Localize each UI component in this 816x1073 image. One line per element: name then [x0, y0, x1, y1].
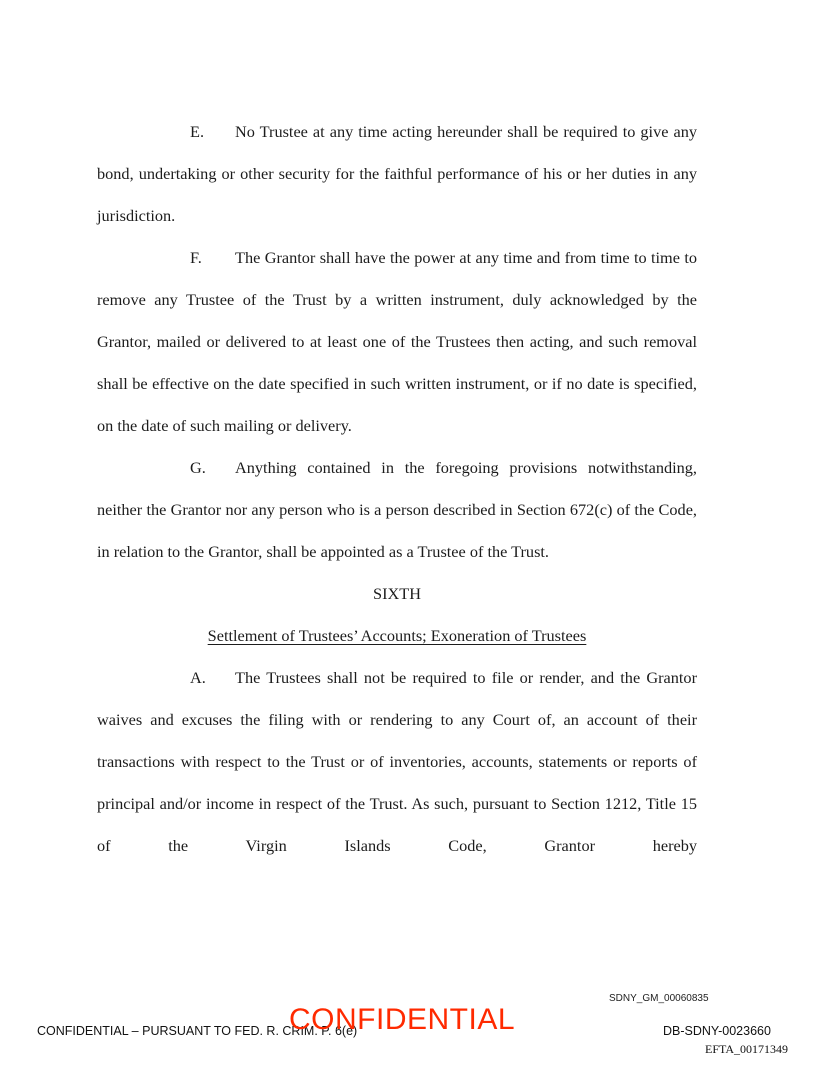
paragraph-e-text: No Trustee at any time acting hereunder shall be required to give any bond, undertaking or other security for the faithful performance of his or her duties in any jurisdiction.	[97, 122, 697, 225]
article-subheading-text: Settlement of Trustees’ Accounts; Exoneration of Trustees	[207, 626, 587, 645]
paragraph-a-text: The Trustees shall not be required to file or render, and the Grantor waives and excuses the filing with or rendering to any Court of, an account of their transactions with respect to the Trust or of inventories, accounts, statements or reports of principal and/or income in respect of the Trust. As such, pursuant to Section 1212, Title 15 of the Virgin Islands Code, Grantor hereby	[97, 668, 697, 855]
confidential-stamp: CONFIDENTIAL	[289, 1003, 516, 1036]
paragraph-a	[97, 657, 697, 867]
article-heading: SIXTH	[373, 584, 421, 603]
paragraph-e	[97, 111, 697, 237]
article-subheading	[97, 615, 697, 657]
paragraph-a-letter: A.	[190, 668, 206, 687]
paragraph-g	[97, 447, 697, 573]
paragraph-e-letter: E.	[190, 122, 205, 141]
paragraph-f	[97, 237, 697, 447]
paragraph-g-letter: G.	[190, 458, 206, 477]
paragraph-f-text: The Grantor shall have the power at any time and from time to time to remove any Trustee of the Trust by a written instrument, duly acknowledged by the Grantor, mailed or delivered to at least one of the Trustees then acting, and such removal shall be effective on the date specified in such written instrument, or if no date is specified, on the date of such mailing or delivery.	[97, 248, 697, 435]
bates-number-small: SDNY_GM_00060835	[609, 993, 709, 1004]
bates-number: DB-SDNY-0023660	[663, 1024, 771, 1038]
paragraph-f-letter: F.	[190, 248, 202, 267]
document-body	[97, 111, 697, 867]
paragraph-g-text: Anything contained in the foregoing provisions notwithstanding, neither the Grantor nor any person who is a person described in Section 672(c) of the Code, in relation to the Grantor, shall be appointed as a Trustee of the Trust.	[97, 458, 697, 561]
efta-id: EFTA_00171349	[705, 1042, 789, 1056]
confidential-notice: CONFIDENTIAL – PURSUANT TO FED. R. CRIM. P. 6(e)	[37, 1024, 358, 1038]
